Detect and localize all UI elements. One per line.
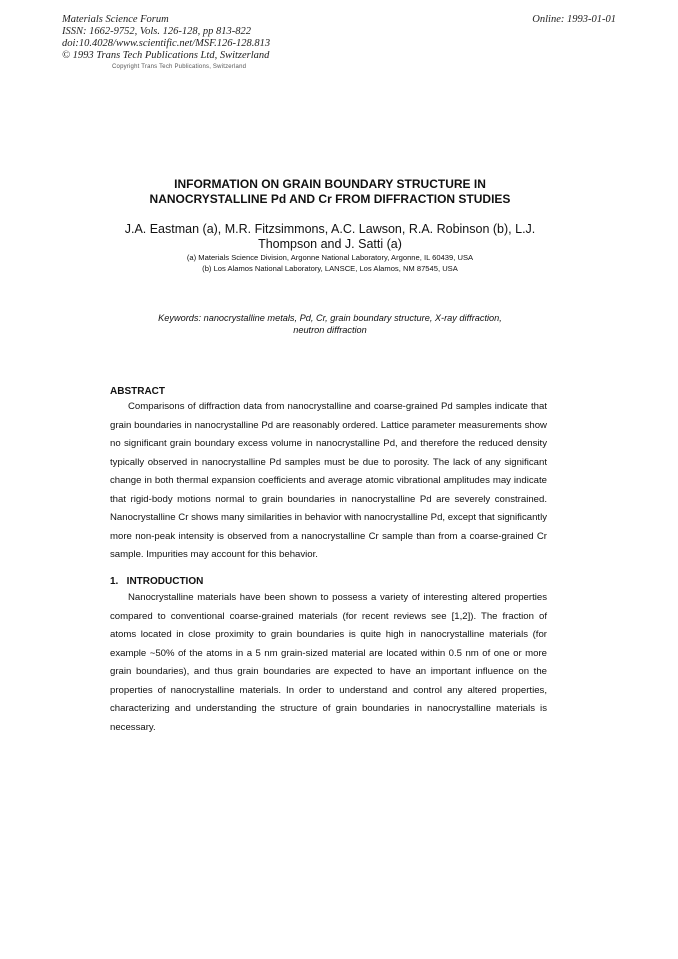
copyright-line: © 1993 Trans Tech Publications Ltd, Switzerland: [62, 50, 270, 61]
scan-copyright-line: Copyright Trans Tech Publications, Switzerland: [112, 64, 247, 70]
title-line-2: NANOCRYSTALLINE Pd AND Cr FROM DIFFRACTION STUDIES: [149, 192, 511, 206]
abstract-text: Comparisons of diffraction data from nanocrystalline and coarse-grained Pd samples indicate that grain boundaries in nanocrystalline Pd are reasonably ordered. Lattice parameter measurements show no significant grain boundary excess volume in nanocrystalline Pd, and therefore the reduced density typically observed in nanocrystalline Pd samples must be due to porosity. The lack of any significant change in both thermal expansion coefficients and average atomic vibrational amplitudes may indicate that rigid-body motions normal to grain boundaries in nanocrystalline Pd are severely constrained. Nanocrystalline Cr shows many similarities in behavior with nanocrystalline Pd, except that significantly more non-peak intensity is observed from a nanocrystalline Cr sample than from a coarse-grained Cr sample. Impurities may account for this behavior.: [110, 401, 547, 560]
authors-line-1: J.A. Eastman (a), M.R. Fitzsimmons, A.C. Lawson, R.A. Robinson (b), L.J.: [124, 222, 536, 236]
keywords-line-2: neutron diffraction: [293, 325, 367, 335]
author-list: [110, 222, 550, 252]
abstract-heading: ABSTRACT: [110, 386, 165, 397]
publication-metadata: [62, 14, 270, 62]
affiliation-b: (b) Los Alamos National Laboratory, LANSCE, Los Alamos, NM 87545, USA: [202, 264, 458, 273]
authors-line-2: Thompson and J. Satti (a): [258, 237, 402, 251]
keywords: [130, 312, 530, 336]
introduction-heading: 1. INTRODUCTION: [110, 576, 204, 587]
affiliations: [110, 252, 550, 274]
doi-line: doi:10.4028/www.scientific.net/MSF.126-128.813: [62, 38, 271, 49]
online-date: Online: 1993-01-01: [532, 14, 616, 25]
keywords-line-1: Keywords: nanocrystalline metals, Pd, Cr, grain boundary structure, X-ray diffraction,: [158, 313, 502, 323]
issn-line: ISSN: 1662-9752, Vols. 126-128, pp 813-822: [62, 26, 251, 37]
affiliation-a: (a) Materials Science Division, Argonne National Laboratory, Argonne, IL 60439, USA: [186, 253, 474, 262]
paper-title: [110, 177, 550, 207]
journal-name: Materials Science Forum: [62, 14, 169, 25]
title-line-1: INFORMATION ON GRAIN BOUNDARY STRUCTURE IN: [174, 177, 486, 191]
introduction-text: Nanocrystalline materials have been shown to possess a variety of interesting altered properties compared to conventional coarse-grained materials (for recent reviews see [1,2]). The fraction of atoms located in close proximity to grain boundaries is quite high in nanocrystalline materials (for example ~50% of the atoms in a 5 nm grain-sized material are located within 0.5 nm of one or more grain boundaries), and thus grain boundaries are expected to have an important influence on the properties of nanocrystalline materials. In order to understand and control any altered properties, characterizing and understanding the structure of grain boundaries in nanocrystalline materials is necessary.: [110, 592, 547, 733]
